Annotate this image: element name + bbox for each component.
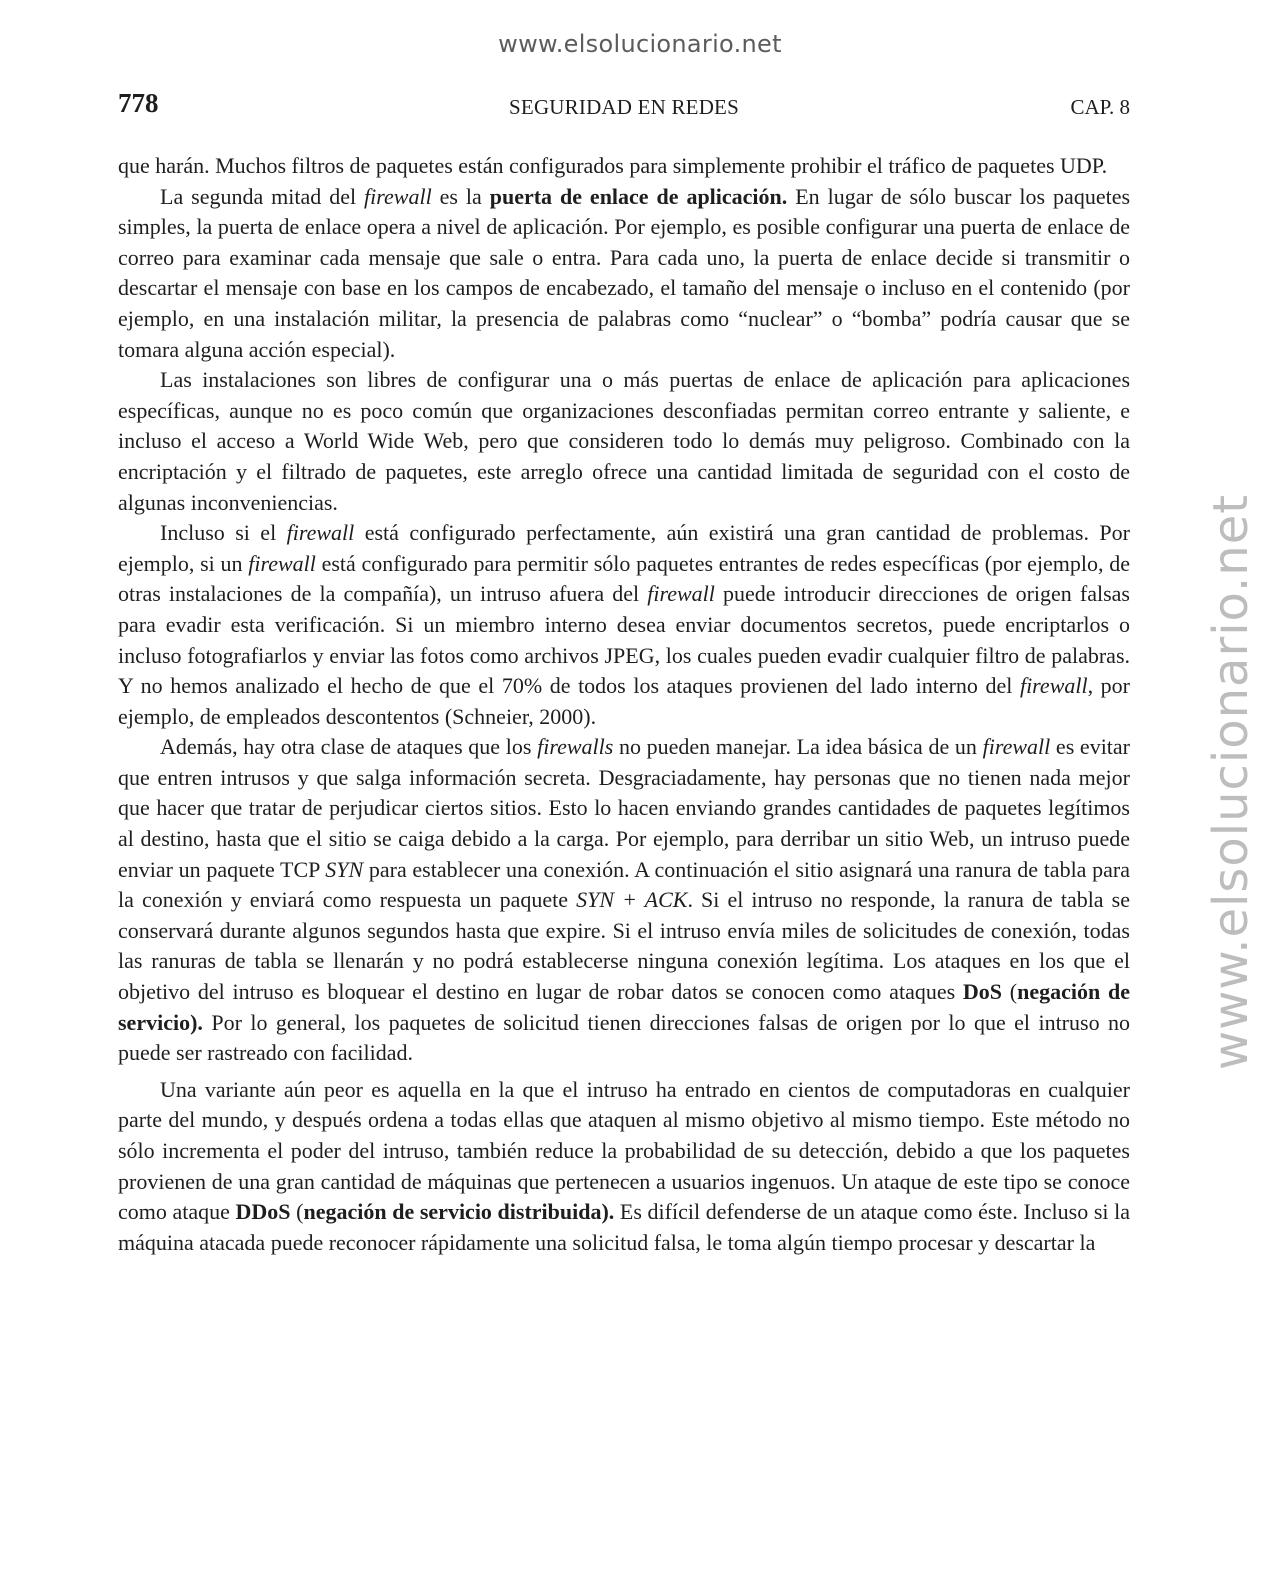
italic-term: SYN bbox=[325, 856, 364, 882]
text-run: es la bbox=[431, 183, 490, 209]
italic-term: firewall bbox=[364, 183, 432, 209]
bold-term: negación de servicio distribuida). bbox=[303, 1199, 615, 1225]
text-run: no pueden manejar. La idea básica de un bbox=[613, 734, 983, 760]
paragraph-1 bbox=[118, 151, 1130, 182]
bold-term: puerta de enlace de aplicación. bbox=[489, 183, 788, 209]
paragraph-6 bbox=[118, 1075, 1130, 1259]
text-run: es evitar que entren intrusos y que salga información secreta. Desgraciadamente, hay personas que no tienen nada mejor que hacer que tratar de perjudicar ciertos sitios. Esto lo hacen enviando grandes cantidades de paquetes legítimos al destino, hasta que el sitio se caiga debido a la carga. Por ejemplo, para derribar un sitio Web, un intruso puede enviar un paquete TCP bbox=[118, 734, 1131, 882]
page-number: 778 bbox=[118, 88, 159, 118]
text-run: Además, hay otra clase de ataques que los bbox=[160, 734, 538, 760]
body-text bbox=[118, 151, 1130, 1258]
text-run: Es difícil defenderse de un ataque como éste. Incluso si la máquina atacada puede reconocer rápidamente una solicitud falsa, le toma algún tiempo procesar y descartar la bbox=[118, 1199, 1130, 1255]
running-head bbox=[118, 88, 1130, 122]
bold-term: DoS bbox=[962, 979, 1003, 1005]
bold-term: DDoS bbox=[235, 1199, 291, 1225]
chapter-ref: CAP. 8 bbox=[1070, 95, 1130, 119]
italic-term: firewall bbox=[982, 734, 1051, 760]
text-run: que harán. Muchos filtros de paquetes están configurados para simplemente prohibir el tráfico de paquetes UDP. bbox=[118, 153, 1108, 178]
paragraph-2 bbox=[118, 182, 1130, 366]
text-run: Por lo general, los paquetes de solicitud tienen direcciones falsas de origen por lo que el intruso no puede ser rastreado con facilidad. bbox=[118, 1009, 1130, 1066]
text-run: puede introducir direcciones de origen falsas para evadir esta verificación. Si un miembro interno desea enviar documentos secretos, puede encriptarlos o incluso fotografiarlos y enviar las fotos como archivos JPEG, los cuales pueden evadir cualquier filtro de palabras. Y no hemos analizado el hecho de que el 70% de todos los ataques provienen del lado interno del bbox=[118, 581, 1130, 699]
text-run: Una variante aún peor es aquella en la que el intruso ha entrado en cientos de computadoras en cualquier parte del mundo, y después ordena a todas ellas que ataquen al mismo objetivo al mismo tiempo. Este método no sólo incrementa el poder del intruso, también reduce la probabilidad de su detección, debido a que los paquetes provienen de una gran cantidad de máquinas que pertenecen a usuarios ingenuos. Un ataque de este tipo se conoce como ataque bbox=[118, 1076, 1130, 1225]
bold-term: negación de servicio). bbox=[118, 979, 1131, 1035]
watermark-side-text: www.elsolucionario.net bbox=[1203, 493, 1259, 1071]
italic-term: firewall bbox=[647, 581, 715, 607]
text-run: para establecer una conexión. A continuación el sitio asignará una ranura de tabla para la conexión y enviará como respuesta un paquete bbox=[118, 856, 1130, 913]
text-run: Incluso si el bbox=[160, 520, 287, 546]
italic-term: SYN + ACK bbox=[576, 887, 688, 913]
paragraph-5 bbox=[118, 732, 1130, 1069]
text-run: ( bbox=[1002, 979, 1018, 1005]
text-run: está configurado perfectamente, aún existirá una gran cantidad de problemas. Por ejemplo, si un bbox=[118, 520, 1130, 576]
text-run: La segunda mitad del bbox=[160, 183, 365, 209]
italic-term: firewall bbox=[1019, 673, 1088, 699]
chapter-title: SEGURIDAD EN REDES bbox=[509, 95, 739, 119]
watermark-top: www.elsolucionario.net bbox=[498, 30, 782, 58]
italic-term: firewall bbox=[286, 520, 355, 546]
paragraph-3 bbox=[118, 365, 1130, 518]
text-run: está configurado para permitir sólo paquetes entrantes de redes específicas (por ejemplo, de otras instalaciones de la compañía), un intruso afuera del bbox=[118, 550, 1130, 607]
italic-term: firewalls bbox=[537, 734, 614, 760]
italic-term: firewall bbox=[248, 550, 316, 576]
text-run: En lugar de sólo buscar los paquetes simples, la puerta de enlace opera a nivel de aplicación. Por ejemplo, es posible configurar una puerta de enlace de correo para examinar cada mensaje que sale o entra. Para cada uno, la puerta de enlace decide si transmitir o descartar el mensaje con base en los campos de encabezado, el tamaño del mensaje o incluso en el contenido (por ejemplo, en una instalación militar, la presencia de palabras como “nuclear” o “bomba” podría causar que se tomara alguna acción especial). bbox=[118, 183, 1131, 362]
paragraph-4 bbox=[118, 518, 1130, 732]
text-run: , por ejemplo, de empleados descontentos (Schneier, 2000). bbox=[118, 673, 1130, 729]
text-run: Las instalaciones son libres de configurar una o más puertas de enlace de aplicación para aplicaciones específicas, aunque no es poco común que organizaciones desconfiadas permitan correo entrante y saliente, e incluso el acceso a World Wide Web, pero que consideren todo lo demás muy peligroso. Combinado con la encriptación y el filtrado de paquetes, este arreglo ofrece una cantidad limitada de seguridad con el costo de algunas inconveniencias. bbox=[118, 367, 1130, 515]
text-run: . Si el intruso no responde, la ranura de tabla se conservará durante algunos segundos hasta que expire. Si el intruso envía miles de solicitudes de conexión, todas las ranuras de tabla se llenarán y no podrá establecerse ninguna conexión legítima. Los ataques en los que el objetivo del intruso es bloquear el destino en lugar de robar datos se conocen como ataques bbox=[118, 887, 1130, 1005]
text-run: ( bbox=[290, 1199, 304, 1225]
